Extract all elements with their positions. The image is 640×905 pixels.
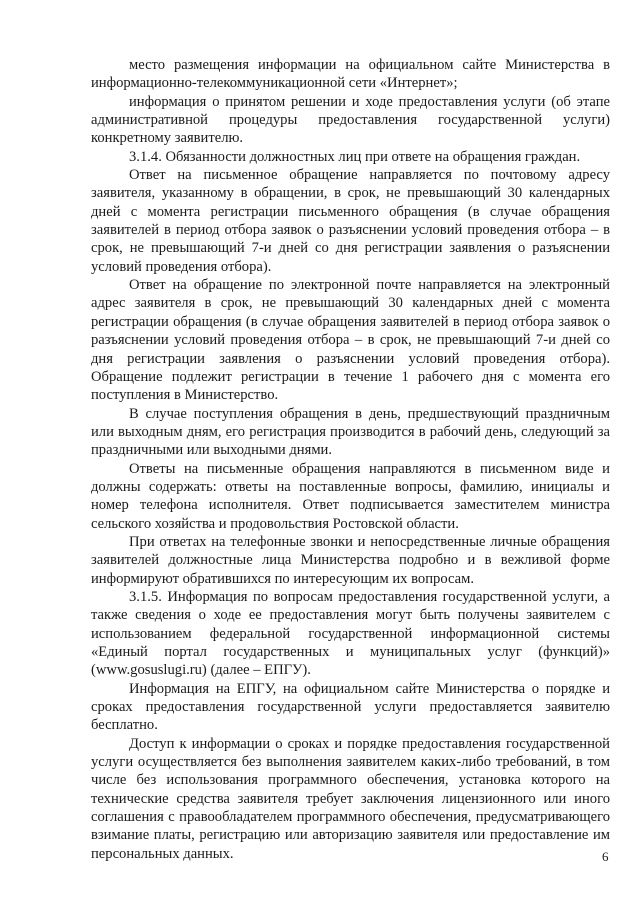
paragraph-phone-replies: При ответах на телефонные звонки и непосредственные личные обращения заявителей должностные лица Министерства подробно и в вежливой форме информируют обратившихся по интересующим их вопросам.: [91, 533, 610, 587]
paragraph-section-3-1-5-epgu: 3.1.5. Информация по вопросам предоставления государственной услуги, а также сведения о ходе ее предоставления могут быть получены заявителем с использованием федеральной государственной информационной системы «Единый портал государственных и муниципальных услуг (функций)» (www.gosuslugi.ru) (далее – ЕПГУ).: [91, 588, 610, 679]
paragraph-email-reply: Ответ на обращение по электронной почте направляется на электронный адрес заявителя в срок, не превышающий 30 календарных дней с момента регистрации обращения (в случае обращения заявителей в период отбора заявок о разъяснении условий проведения отбора – в срок, не превышающий 7-и дней со дня регистрации заявления о разъяснении условий проведения отбора). Обращение подлежит регистрации в течение 1 рабочего дня с момента его поступления в Министерство.: [91, 277, 610, 404]
paragraph-free-information: Информация на ЕПГУ, на официальном сайте Министерства о порядке и сроках предоставления государственной услуги предоставляется заявителю бесплатно.: [91, 680, 610, 734]
paragraph-access-without-requirements: Доступ к информации о сроках и порядке предоставления государственной услуги осуществляется без выполнения заявителем каких-либо требований, в том числе без использования программного обеспечения, установка которого на технические средства заявителя требует заключения лицензионного или иного соглашения с правообладателем программного обеспечения, предусматривающего взимание платы, регистрацию или авторизацию заявителя или предоставление им персональных данных.: [91, 735, 610, 862]
page-number: 6: [602, 849, 609, 864]
paragraph-holiday-registration: В случае поступления обращения в день, предшествующий праздничным или выходным дням, его регистрация производится в рабочий день, следующий за праздничными или выходными днями.: [91, 405, 610, 459]
paragraph-section-3-1-4-heading: 3.1.4. Обязанности должностных лиц при ответе на обращения граждан.: [129, 148, 581, 165]
document-page: [91, 56, 610, 863]
paragraph-written-reply-content: Ответы на письменные обращения направляются в письменном виде и должны содержать: ответы на поставленные вопросы, фамилию, инициалы и номер телефона исполнителя. Ответ подписывается заместителем министра сельского хозяйства и продовольствия Ростовской области.: [91, 460, 610, 532]
paragraph-info-decision-progress: информация о принятом решении и ходе предоставления услуги (об этапе административной процедуры предоставления государственной услуги) конкретному заявителю.: [91, 93, 610, 147]
paragraph-written-reply: Ответ на письменное обращение направляется по почтовому адресу заявителя, указанному в обращении, в срок, не превышающий 30 календарных дней с момента регистрации письменного обращения (в случае обращения заявителей в период отбора заявок о разъяснении условий проведения отбора – в срок, не превышающий 7-и дней со дня регистрации заявления о разъяснении условий проведения отбора).: [91, 167, 610, 275]
paragraph-info-placement-site: место размещения информации на официальном сайте Министерства в информационно-телекоммуникационной сети «Интернет»;: [91, 57, 610, 92]
